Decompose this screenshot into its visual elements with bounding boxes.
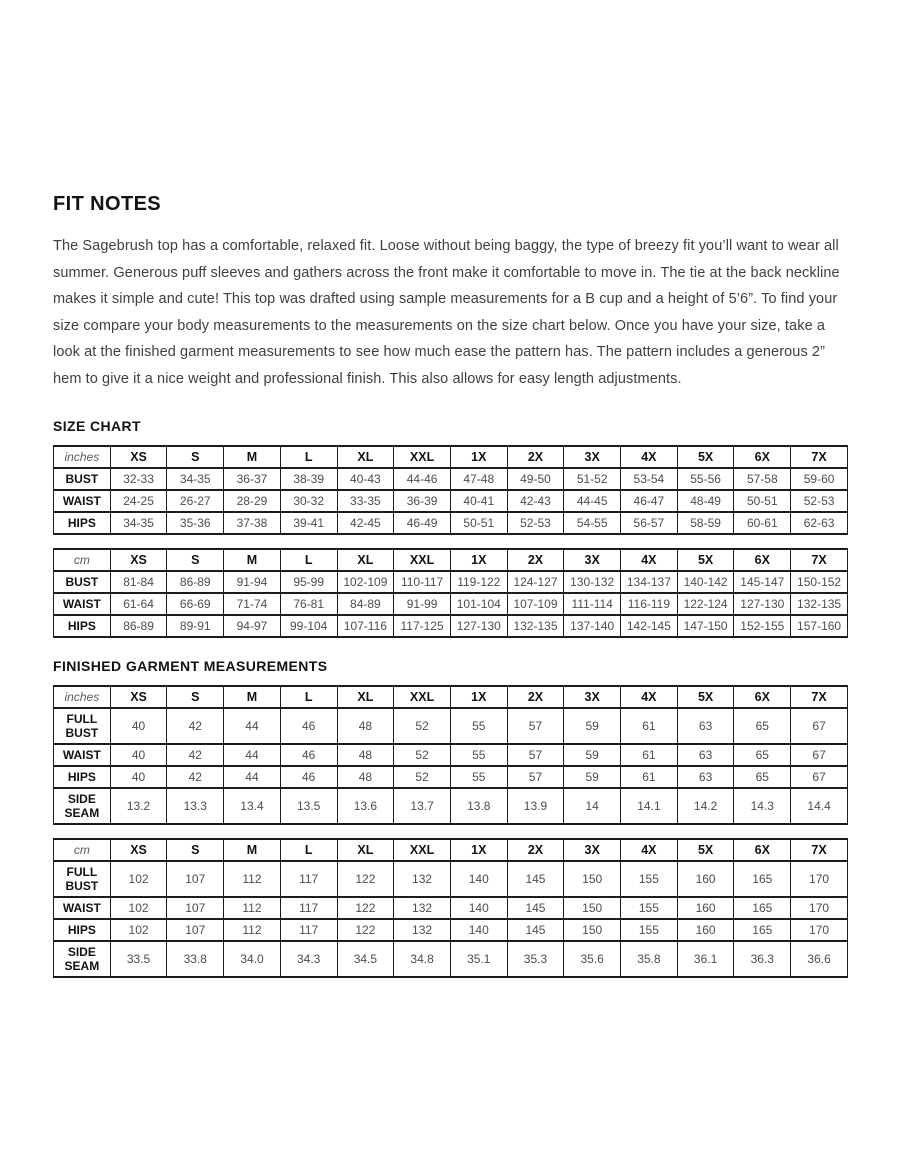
measurement-row <box>54 490 848 512</box>
measurement-cell: 65 <box>734 766 791 788</box>
measurement-row <box>54 897 848 919</box>
size-column-header: L <box>280 446 337 468</box>
size-header-row <box>54 446 848 468</box>
size-column-header: L <box>280 549 337 571</box>
measurement-cell: 107 <box>167 919 224 941</box>
measurement-row <box>54 919 848 941</box>
measurement-cell: 33.5 <box>110 941 167 977</box>
measurement-cell: 112 <box>224 861 281 897</box>
measurement-cell: 160 <box>677 919 734 941</box>
measurement-row <box>54 615 848 637</box>
measurement-cell: 132 <box>394 861 451 897</box>
measurement-cell: 14.3 <box>734 788 791 824</box>
measurement-cell: 124-127 <box>507 571 564 593</box>
measurement-cell: 117 <box>280 897 337 919</box>
measurement-cell: 132 <box>394 897 451 919</box>
measurement-cell: 67 <box>791 708 848 744</box>
size-column-header: 1X <box>450 839 507 861</box>
size-column-header: M <box>224 549 281 571</box>
measurement-cell: 35.8 <box>621 941 678 977</box>
size-column-header: 3X <box>564 446 621 468</box>
measurement-cell: 140 <box>450 919 507 941</box>
measurement-cell: 52-53 <box>791 490 848 512</box>
measurement-cell: 91-99 <box>394 593 451 615</box>
measurement-cell: 55 <box>450 766 507 788</box>
measurement-cell: 150 <box>564 919 621 941</box>
measurement-cell: 37-38 <box>224 512 281 534</box>
measurement-cell: 36-37 <box>224 468 281 490</box>
intro-paragraph: The Sagebrush top has a comfortable, relaxed fit. Loose without being baggy, the type of breezy fit you’ll want to wear all summer. Generous puff sleeves and gathers across the front make it comfortable to move in. The tie at the back neckline makes it simple and cute! This top was drafted using sample measurements for a B cup and a height of 5’6”. To find your size compare your body measurements to the measurements on the size chart below. Once you have your size, take a look at the finished garment measurements to see how much ease the pattern has. The pattern includes a generous 2” hem to give it a nice weight and professional finish. This also allows for easy length adjustments. <box>53 238 840 387</box>
measurement-cell: 63 <box>677 708 734 744</box>
size-column-header: XL <box>337 839 394 861</box>
measurement-cell: 13.2 <box>110 788 167 824</box>
measurement-cell: 34.0 <box>224 941 281 977</box>
size-column-header: L <box>280 686 337 708</box>
measurement-cell: 13.8 <box>450 788 507 824</box>
measurement-cell: 147-150 <box>677 615 734 637</box>
size-column-header: M <box>224 839 281 861</box>
measurement-cell: 59 <box>564 708 621 744</box>
measurement-cell: 52-53 <box>507 512 564 534</box>
measurement-cell: 99-104 <box>280 615 337 637</box>
measurement-cell: 40 <box>110 744 167 766</box>
measurement-cell: 42-43 <box>507 490 564 512</box>
measurement-cell: 132-135 <box>507 615 564 637</box>
size-column-header: XXL <box>394 686 451 708</box>
measurement-row <box>54 571 848 593</box>
measurement-cell: 86-89 <box>167 571 224 593</box>
size-column-header: S <box>167 686 224 708</box>
measurement-cell: 150-152 <box>791 571 848 593</box>
measurement-cell: 107-116 <box>337 615 394 637</box>
measurement-cell: 48-49 <box>677 490 734 512</box>
measurement-cell: 132-135 <box>791 593 848 615</box>
measurement-cell: 67 <box>791 766 848 788</box>
measurement-cell: 145 <box>507 919 564 941</box>
size-column-header: 5X <box>677 446 734 468</box>
size-header-row <box>54 686 848 708</box>
measurement-cell: 137-140 <box>564 615 621 637</box>
measurement-cell: 36.1 <box>677 941 734 977</box>
measurement-cell: 102 <box>110 897 167 919</box>
measurement-cell: 39-41 <box>280 512 337 534</box>
section-size-chart <box>53 418 848 638</box>
size-header-row <box>54 839 848 861</box>
measurement-cell: 57 <box>507 744 564 766</box>
size-column-header: 6X <box>734 686 791 708</box>
measurement-cell: 36.6 <box>791 941 848 977</box>
measurement-cell: 36-39 <box>394 490 451 512</box>
size-column-header: 3X <box>564 549 621 571</box>
measurement-cell: 35-36 <box>167 512 224 534</box>
measurement-cell: 112 <box>224 897 281 919</box>
measurement-cell: 35.1 <box>450 941 507 977</box>
measurement-row-label: HIPS <box>54 919 111 941</box>
measurement-row-label: WAIST <box>54 744 111 766</box>
measurement-cell: 57 <box>507 766 564 788</box>
size-column-header: 7X <box>791 686 848 708</box>
measurement-cell: 34-35 <box>110 512 167 534</box>
measurement-cell: 110-117 <box>394 571 451 593</box>
measurement-cell: 34.3 <box>280 941 337 977</box>
measurement-cell: 48 <box>337 766 394 788</box>
size-column-header: S <box>167 446 224 468</box>
measurement-cell: 112 <box>224 919 281 941</box>
measurement-cell: 119-122 <box>450 571 507 593</box>
size-column-header: 2X <box>507 839 564 861</box>
size-column-header: 7X <box>791 446 848 468</box>
measurement-cell: 33.8 <box>167 941 224 977</box>
size-column-header: S <box>167 549 224 571</box>
measurement-cell: 57-58 <box>734 468 791 490</box>
measurement-cell: 127-130 <box>734 593 791 615</box>
measurement-cell: 155 <box>621 861 678 897</box>
measurement-cell: 152-155 <box>734 615 791 637</box>
measurement-cell: 61 <box>621 744 678 766</box>
size-column-header: 4X <box>621 446 678 468</box>
size-column-header: 1X <box>450 549 507 571</box>
measurement-cell: 107-109 <box>507 593 564 615</box>
measurement-cell: 170 <box>791 897 848 919</box>
size-column-header: XS <box>110 839 167 861</box>
measurement-row <box>54 708 848 744</box>
measurement-cell: 46 <box>280 766 337 788</box>
measurement-cell: 50-51 <box>450 512 507 534</box>
size-column-header: L <box>280 839 337 861</box>
size-column-header: 4X <box>621 686 678 708</box>
measurement-cell: 38-39 <box>280 468 337 490</box>
measurement-cell: 13.9 <box>507 788 564 824</box>
measurement-row <box>54 744 848 766</box>
measurement-cell: 160 <box>677 861 734 897</box>
measurement-cell: 48 <box>337 708 394 744</box>
measurement-cell: 44-45 <box>564 490 621 512</box>
measurement-cell: 165 <box>734 861 791 897</box>
measurement-cell: 61 <box>621 708 678 744</box>
measurement-cell: 111-114 <box>564 593 621 615</box>
measurement-cell: 55 <box>450 744 507 766</box>
measurement-cell: 52 <box>394 766 451 788</box>
measurement-cell: 42 <box>167 766 224 788</box>
measurement-cell: 150 <box>564 897 621 919</box>
measurement-cell: 81-84 <box>110 571 167 593</box>
measurement-cell: 165 <box>734 897 791 919</box>
measurement-cell: 55 <box>450 708 507 744</box>
measurement-cell: 52 <box>394 744 451 766</box>
measurement-cell: 53-54 <box>621 468 678 490</box>
size-column-header: 4X <box>621 549 678 571</box>
measurement-cell: 26-27 <box>167 490 224 512</box>
measurement-row-label: FULL BUST <box>54 861 111 897</box>
measurement-cell: 14.4 <box>791 788 848 824</box>
measurement-cell: 50-51 <box>734 490 791 512</box>
measurement-cell: 63 <box>677 766 734 788</box>
measurement-cell: 95-99 <box>280 571 337 593</box>
measurement-cell: 13.3 <box>167 788 224 824</box>
unit-label: cm <box>54 549 111 571</box>
measurement-cell: 44-46 <box>394 468 451 490</box>
measurement-row <box>54 468 848 490</box>
measurement-row-label: BUST <box>54 468 111 490</box>
size-column-header: XXL <box>394 549 451 571</box>
measurement-cell: 32-33 <box>110 468 167 490</box>
size-column-header: 5X <box>677 549 734 571</box>
size-column-header: XL <box>337 686 394 708</box>
measurement-cell: 107 <box>167 897 224 919</box>
measurement-cell: 56-57 <box>621 512 678 534</box>
measurement-cell: 35.3 <box>507 941 564 977</box>
size-column-header: XS <box>110 446 167 468</box>
measurement-cell: 170 <box>791 919 848 941</box>
measurement-cell: 40-43 <box>337 468 394 490</box>
size-column-header: S <box>167 839 224 861</box>
measurement-cell: 71-74 <box>224 593 281 615</box>
measurement-cell: 67 <box>791 744 848 766</box>
measurement-cell: 24-25 <box>110 490 167 512</box>
measurement-cell: 155 <box>621 897 678 919</box>
measurement-cell: 14.2 <box>677 788 734 824</box>
measurement-cell: 46-49 <box>394 512 451 534</box>
measurement-cell: 150 <box>564 861 621 897</box>
measurement-cell: 117-125 <box>394 615 451 637</box>
measurement-cell: 59-60 <box>791 468 848 490</box>
size-column-header: 4X <box>621 839 678 861</box>
measurement-cell: 170 <box>791 861 848 897</box>
measurement-cell: 40-41 <box>450 490 507 512</box>
measurement-row <box>54 861 848 897</box>
measurement-cell: 14 <box>564 788 621 824</box>
measurement-cell: 155 <box>621 919 678 941</box>
measurement-cell: 117 <box>280 919 337 941</box>
size-column-header: M <box>224 686 281 708</box>
measurement-cell: 122 <box>337 897 394 919</box>
measurement-cell: 86-89 <box>110 615 167 637</box>
measurement-cell: 102-109 <box>337 571 394 593</box>
measurement-cell: 62-63 <box>791 512 848 534</box>
size-column-header: XL <box>337 446 394 468</box>
measurement-cell: 157-160 <box>791 615 848 637</box>
measurement-row-label: SIDE SEAM <box>54 788 111 824</box>
measurement-cell: 55-56 <box>677 468 734 490</box>
measurement-cell: 13.4 <box>224 788 281 824</box>
measurement-cell: 130-132 <box>564 571 621 593</box>
measurement-cell: 142-145 <box>621 615 678 637</box>
size-column-header: 7X <box>791 549 848 571</box>
measurement-cell: 76-81 <box>280 593 337 615</box>
page-title: FIT NOTES <box>53 193 162 215</box>
measurement-cell: 54-55 <box>564 512 621 534</box>
measurement-cell: 42-45 <box>337 512 394 534</box>
measurement-row-label: WAIST <box>54 490 111 512</box>
measurement-row-label: WAIST <box>54 897 111 919</box>
measurement-row <box>54 941 848 977</box>
measurement-cell: 134-137 <box>621 571 678 593</box>
measurement-cell: 94-97 <box>224 615 281 637</box>
measurement-cell: 46-47 <box>621 490 678 512</box>
measurement-cell: 140-142 <box>677 571 734 593</box>
measurement-cell: 60-61 <box>734 512 791 534</box>
size-header-row <box>54 549 848 571</box>
measurement-cell: 65 <box>734 744 791 766</box>
measurement-cell: 51-52 <box>564 468 621 490</box>
size-column-header: 2X <box>507 446 564 468</box>
size-column-header: XS <box>110 549 167 571</box>
measurement-cell: 101-104 <box>450 593 507 615</box>
measurement-cell: 57 <box>507 708 564 744</box>
size-column-header: 7X <box>791 839 848 861</box>
measurement-cell: 102 <box>110 919 167 941</box>
measurement-cell: 13.7 <box>394 788 451 824</box>
measurement-row-label: HIPS <box>54 615 111 637</box>
measurement-cell: 116-119 <box>621 593 678 615</box>
size-chart-heading: SIZE CHART <box>53 417 141 434</box>
size-column-header: 2X <box>507 549 564 571</box>
measurement-cell: 122-124 <box>677 593 734 615</box>
measurement-cell: 84-89 <box>337 593 394 615</box>
measurement-row-label: WAIST <box>54 593 111 615</box>
measurement-cell: 47-48 <box>450 468 507 490</box>
measurement-cell: 42 <box>167 744 224 766</box>
measurement-cell: 102 <box>110 861 167 897</box>
size-column-header: 6X <box>734 549 791 571</box>
unit-label: inches <box>54 686 111 708</box>
measurement-cell: 59 <box>564 744 621 766</box>
measurement-cell: 34.8 <box>394 941 451 977</box>
size-column-header: 6X <box>734 446 791 468</box>
size-column-header: 6X <box>734 839 791 861</box>
measurement-cell: 132 <box>394 919 451 941</box>
size-column-header: 5X <box>677 839 734 861</box>
size-column-header: 2X <box>507 686 564 708</box>
measurement-cell: 44 <box>224 766 281 788</box>
measurement-cell: 28-29 <box>224 490 281 512</box>
measurement-cell: 140 <box>450 897 507 919</box>
measurement-cell: 140 <box>450 861 507 897</box>
measurement-cell: 122 <box>337 861 394 897</box>
measurement-cell: 44 <box>224 744 281 766</box>
size-column-header: XL <box>337 549 394 571</box>
measurement-cell: 52 <box>394 708 451 744</box>
measurement-row <box>54 788 848 824</box>
measurement-cell: 63 <box>677 744 734 766</box>
measurement-cell: 58-59 <box>677 512 734 534</box>
measurement-cell: 40 <box>110 766 167 788</box>
measurement-row-label: FULL BUST <box>54 708 111 744</box>
measurement-cell: 49-50 <box>507 468 564 490</box>
measurement-cell: 122 <box>337 919 394 941</box>
measurement-cell: 44 <box>224 708 281 744</box>
measurement-cell: 65 <box>734 708 791 744</box>
finished-garment-cm-table <box>53 838 848 978</box>
finished-garment-heading: FINISHED GARMENT MEASUREMENTS <box>53 657 328 674</box>
measurement-cell: 14.1 <box>621 788 678 824</box>
size-column-header: XXL <box>394 839 451 861</box>
measurement-cell: 107 <box>167 861 224 897</box>
measurement-row-label: BUST <box>54 571 111 593</box>
size-column-header: M <box>224 446 281 468</box>
measurement-cell: 145-147 <box>734 571 791 593</box>
measurement-cell: 13.5 <box>280 788 337 824</box>
measurement-cell: 34.5 <box>337 941 394 977</box>
measurement-cell: 42 <box>167 708 224 744</box>
size-column-header: XS <box>110 686 167 708</box>
measurement-cell: 117 <box>280 861 337 897</box>
measurement-cell: 34-35 <box>167 468 224 490</box>
measurement-row <box>54 766 848 788</box>
measurement-cell: 13.6 <box>337 788 394 824</box>
measurement-row <box>54 593 848 615</box>
size-chart-cm-table <box>53 548 848 638</box>
measurement-cell: 145 <box>507 897 564 919</box>
measurement-cell: 165 <box>734 919 791 941</box>
measurement-cell: 48 <box>337 744 394 766</box>
unit-label: inches <box>54 446 111 468</box>
measurement-row <box>54 512 848 534</box>
measurement-cell: 89-91 <box>167 615 224 637</box>
measurement-cell: 66-69 <box>167 593 224 615</box>
size-column-header: 1X <box>450 446 507 468</box>
size-column-header: 3X <box>564 839 621 861</box>
size-chart-inches-table <box>53 445 848 535</box>
measurement-cell: 127-130 <box>450 615 507 637</box>
measurement-cell: 46 <box>280 708 337 744</box>
measurement-cell: 59 <box>564 766 621 788</box>
measurement-cell: 33-35 <box>337 490 394 512</box>
measurement-cell: 30-32 <box>280 490 337 512</box>
measurement-row-label: SIDE SEAM <box>54 941 111 977</box>
measurement-row-label: HIPS <box>54 512 111 534</box>
measurement-cell: 91-94 <box>224 571 281 593</box>
size-column-header: 5X <box>677 686 734 708</box>
measurement-cell: 36.3 <box>734 941 791 977</box>
size-column-header: 1X <box>450 686 507 708</box>
measurement-cell: 160 <box>677 897 734 919</box>
measurement-cell: 61 <box>621 766 678 788</box>
measurement-row-label: HIPS <box>54 766 111 788</box>
size-column-header: XXL <box>394 446 451 468</box>
size-column-header: 3X <box>564 686 621 708</box>
finished-garment-inches-table <box>53 685 848 825</box>
measurement-cell: 145 <box>507 861 564 897</box>
section-finished-garment <box>53 658 848 978</box>
measurement-cell: 35.6 <box>564 941 621 977</box>
unit-label: cm <box>54 839 111 861</box>
measurement-cell: 61-64 <box>110 593 167 615</box>
measurement-cell: 40 <box>110 708 167 744</box>
measurement-cell: 46 <box>280 744 337 766</box>
